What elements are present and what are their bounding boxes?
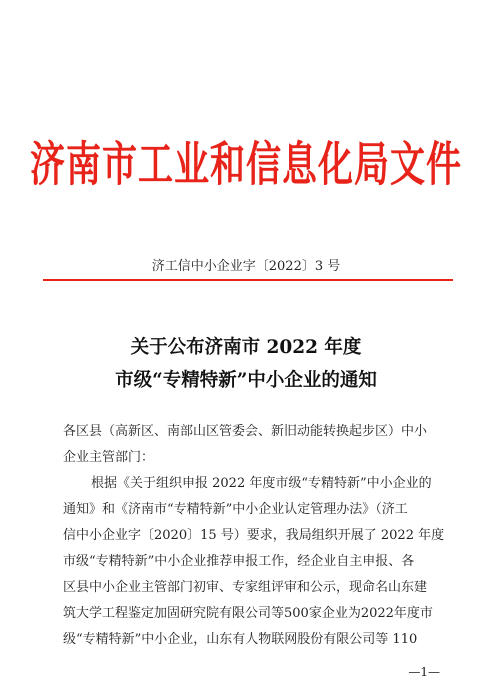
body-paragraph-line: 筑大学工程鉴定加固研究院有限公司等500家企业为2022年度市 — [63, 606, 433, 621]
body-paragraph-line: 区县中小企业主管部门初审、专家组评审和公示，现命名山东建 — [63, 580, 428, 595]
body-paragraph-line: 级“专精特新”中小企业，山东有人物联网股份有限公司等 110 — [63, 632, 418, 647]
document-number: 济工信中小企业字〔2022〕3 号 — [151, 259, 341, 274]
notice-title-line-1: 关于公布济南市 2022 年度 — [130, 337, 362, 358]
body-paragraph-line: 市级“专精特新”中小企业推荐申报工作，经企业自主申报、各 — [63, 554, 415, 569]
red-divider-line — [43, 279, 453, 281]
body-line-addressee-cont: 企业主管部门： — [63, 450, 155, 465]
body-line-addressee: 各区县（高新区、南部山区管委会、新旧动能转换起步区）中小 — [63, 424, 428, 439]
notice-title-line-2: 市级“专精特新”中小企业的通知 — [115, 370, 377, 391]
body-paragraph-line: 信中小企业字〔2020〕15 号）要求，我局组织开展了 2022 年度 — [63, 528, 445, 543]
notice-body — [63, 419, 445, 653]
body-paragraph-line: 根据《关于组织申报 2022 年度市级“专精特新”中小企业的 — [91, 476, 432, 491]
masthead-title: 济南市工业和信息化局文件 — [29, 137, 462, 193]
body-paragraph-line: 通知》和《济南市“专精特新”中小企业认定管理办法》（济工 — [63, 502, 408, 517]
page-number: —1— — [408, 665, 440, 679]
